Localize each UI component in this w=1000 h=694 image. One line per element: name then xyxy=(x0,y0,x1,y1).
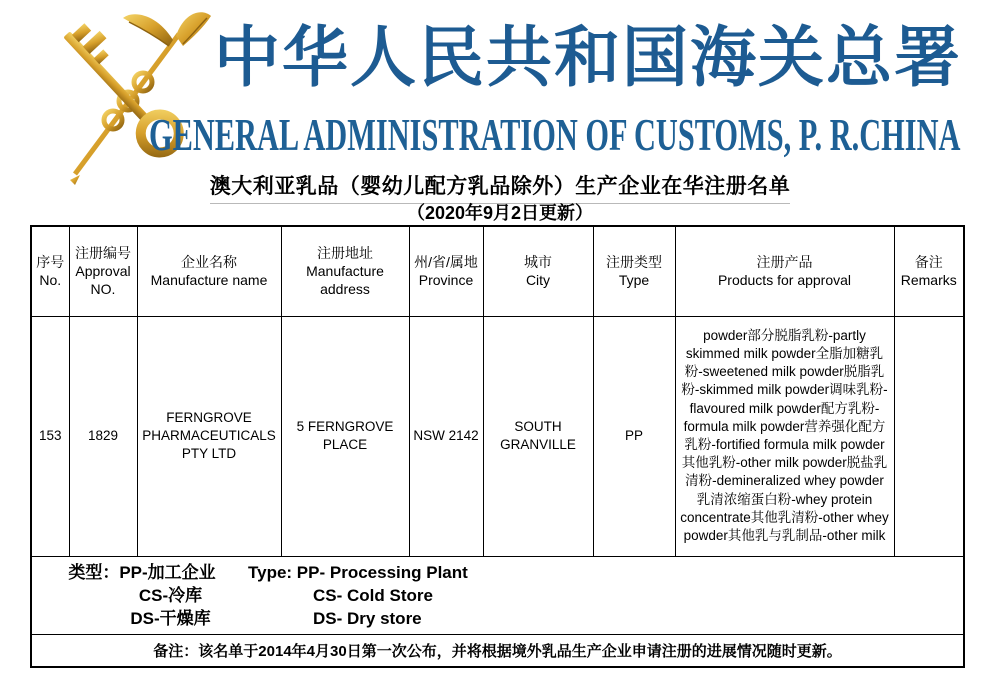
list-subtitle: 澳大利亚乳品（婴幼儿配方乳品除外）生产企业在华注册名单 xyxy=(210,170,791,204)
label-en: Manufacture name xyxy=(150,272,268,289)
cell-no: 153 xyxy=(31,316,69,556)
label-zh: 注册产品 xyxy=(756,254,813,271)
cell-products: powder部分脱脂乳粉-partly skimmed milk powder全脂加糖乳粉-sweetened milk powder脱脂乳粉-skimmed milk powder调味乳粉-flavoured milk powder配方乳粉-formula milk powder营养强化配方乳粉-fortified formula milk powder其他乳粉-other milk powder脱盐乳清粉-demineralized whey powder乳清浓缩蛋白粉-whey protein concentrate其他乳清粉-other whey powder其他乳与乳制品-other milk xyxy=(675,316,894,556)
col-header-manufacture-name xyxy=(137,226,281,316)
legend-zh: CS-冷库 xyxy=(138,585,203,605)
table-header-row xyxy=(31,226,964,316)
cell-approval-no: 1829 xyxy=(69,316,137,556)
legend-line xyxy=(36,561,959,584)
label-en: Approval NO. xyxy=(75,263,131,298)
cell-type: PP xyxy=(593,316,675,556)
col-header-products xyxy=(675,226,894,316)
cell-manufacture-name: FERNGROVE PHARMACEUTICALS PTY LTD xyxy=(137,316,281,556)
label-zh: 注册编号 xyxy=(75,244,131,261)
legend-en: Type: PP- Processing Plant xyxy=(248,562,468,582)
label-zh: 序号 xyxy=(36,254,65,271)
col-header-remarks xyxy=(894,226,964,316)
label-en: No. xyxy=(39,272,62,289)
legend-line xyxy=(36,607,959,630)
col-header-city xyxy=(483,226,593,316)
cell-city: SOUTH GRANVILLE xyxy=(483,316,593,556)
label-en: Products for approval xyxy=(717,272,852,289)
org-title-en-container xyxy=(149,109,961,161)
type-legend-row xyxy=(31,556,964,634)
col-header-manufacture-address xyxy=(281,226,409,316)
footnote: 备注：该名单于2014年4月30日第一次公布，并将根据境外乳品生产企业申请注册的进展情况随时更新。 xyxy=(31,634,964,667)
legend-en: DS- Dry store xyxy=(313,608,422,628)
label-zh: 注册地址 xyxy=(317,244,373,261)
cell-province: NSW 2142 xyxy=(409,316,483,556)
legend-line xyxy=(36,584,959,607)
legend-en: CS- Cold Store xyxy=(313,585,433,605)
org-title-zh: 中华人民共和国海关总署 xyxy=(214,22,962,95)
label-zh: 备注 xyxy=(914,254,943,271)
col-header-approval-no xyxy=(69,226,137,316)
col-header-province xyxy=(409,226,483,316)
col-header-no xyxy=(31,226,69,316)
table-row xyxy=(31,316,964,556)
customs-key-caduceus-icon xyxy=(45,6,217,191)
cell-remarks xyxy=(894,316,964,556)
footnote-row xyxy=(31,634,964,667)
label-en: Manufacture address xyxy=(306,263,384,298)
label-zh: 注册类型 xyxy=(606,254,662,271)
type-legend xyxy=(31,556,964,634)
registry-table xyxy=(30,225,965,668)
label-en: City xyxy=(525,272,551,289)
label-zh: 企业名称 xyxy=(181,254,237,271)
update-date: （2020年9月2日更新） xyxy=(406,203,594,223)
col-header-type xyxy=(593,226,675,316)
legend-zh: DS-干燥库 xyxy=(130,608,211,628)
cell-manufacture-address: 5 FERNGROVE PLACE xyxy=(281,316,409,556)
label-en: Type xyxy=(618,272,650,289)
label-en: Province xyxy=(418,272,474,289)
label-zh: 州/省/属地 xyxy=(414,254,478,271)
label-en: Remarks xyxy=(900,272,957,289)
legend-zh: 类型：PP-加工企业 xyxy=(68,562,216,582)
org-title-en: GENERAL ADMINISTRATION OF CUSTOMS, P. R.CHINA xyxy=(149,109,961,160)
label-zh: 城市 xyxy=(524,254,552,271)
